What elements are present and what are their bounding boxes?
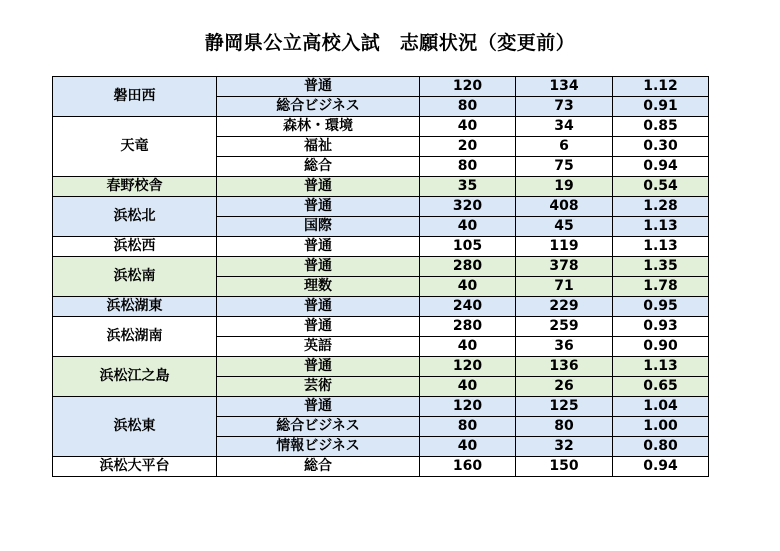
applicants-cell: 75 <box>516 157 613 177</box>
course-cell: 普通 <box>217 77 420 97</box>
course-cell: 理数 <box>217 277 420 297</box>
course-cell: 普通 <box>217 397 420 417</box>
applicants-cell: 134 <box>516 77 613 97</box>
capacity-cell: 20 <box>420 137 516 157</box>
applicants-cell: 73 <box>516 97 613 117</box>
course-cell: 総合ビジネス <box>217 97 420 117</box>
applicants-cell: 80 <box>516 417 613 437</box>
ratio-cell: 1.28 <box>613 197 709 217</box>
applicants-cell: 378 <box>516 257 613 277</box>
course-cell: 福祉 <box>217 137 420 157</box>
capacity-cell: 280 <box>420 257 516 277</box>
school-name-cell: 浜松南 <box>53 257 217 297</box>
course-cell: 芸術 <box>217 377 420 397</box>
course-cell: 普通 <box>217 177 420 197</box>
applicants-cell: 119 <box>516 237 613 257</box>
ratio-cell: 1.13 <box>613 217 709 237</box>
ratio-cell: 0.91 <box>613 97 709 117</box>
applicants-cell: 26 <box>516 377 613 397</box>
school-name-cell: 浜松東 <box>53 397 217 457</box>
table-row <box>53 257 709 277</box>
capacity-cell: 40 <box>420 377 516 397</box>
ratio-cell: 1.13 <box>613 357 709 377</box>
ratio-cell: 0.54 <box>613 177 709 197</box>
applicants-cell: 36 <box>516 337 613 357</box>
table-row <box>53 297 709 317</box>
capacity-cell: 80 <box>420 157 516 177</box>
applicants-cell: 6 <box>516 137 613 157</box>
course-cell: 国際 <box>217 217 420 237</box>
school-name-cell: 浜松大平台 <box>53 457 217 477</box>
course-cell: 普通 <box>217 197 420 217</box>
ratio-cell: 1.04 <box>613 397 709 417</box>
school-name-cell: 浜松湖東 <box>53 297 217 317</box>
course-cell: 普通 <box>217 237 420 257</box>
ratio-cell: 1.00 <box>613 417 709 437</box>
table-row <box>53 197 709 217</box>
course-cell: 情報ビジネス <box>217 437 420 457</box>
capacity-cell: 40 <box>420 277 516 297</box>
applicants-cell: 32 <box>516 437 613 457</box>
page-title: 静岡県公立高校入試 志願状況（変更前） <box>204 32 576 54</box>
capacity-cell: 40 <box>420 217 516 237</box>
ratio-cell: 1.35 <box>613 257 709 277</box>
capacity-cell: 320 <box>420 197 516 217</box>
capacity-cell: 280 <box>420 317 516 337</box>
course-cell: 普通 <box>217 357 420 377</box>
course-cell: 森林・環境 <box>217 117 420 137</box>
school-name-cell: 浜松西 <box>53 237 217 257</box>
ratio-cell: 0.93 <box>613 317 709 337</box>
table-row <box>53 237 709 257</box>
applicants-cell: 229 <box>516 297 613 317</box>
capacity-cell: 120 <box>420 357 516 377</box>
applicants-cell: 125 <box>516 397 613 417</box>
table-row <box>53 177 709 197</box>
applicants-cell: 45 <box>516 217 613 237</box>
applicants-cell: 34 <box>516 117 613 137</box>
application-status-table <box>52 76 709 477</box>
school-name-cell: 磐田西 <box>53 77 217 117</box>
ratio-cell: 0.65 <box>613 377 709 397</box>
applicants-cell: 71 <box>516 277 613 297</box>
course-cell: 総合 <box>217 457 420 477</box>
applicants-cell: 408 <box>516 197 613 217</box>
school-name-cell: 浜松湖南 <box>53 317 217 357</box>
applicants-cell: 136 <box>516 357 613 377</box>
table-row <box>53 317 709 337</box>
course-cell: 英語 <box>217 337 420 357</box>
applicants-cell: 150 <box>516 457 613 477</box>
capacity-cell: 160 <box>420 457 516 477</box>
table-row <box>53 77 709 97</box>
capacity-cell: 40 <box>420 117 516 137</box>
ratio-cell: 1.78 <box>613 277 709 297</box>
ratio-cell: 0.90 <box>613 337 709 357</box>
course-cell: 普通 <box>217 317 420 337</box>
capacity-cell: 240 <box>420 297 516 317</box>
course-cell: 普通 <box>217 257 420 277</box>
capacity-cell: 40 <box>420 337 516 357</box>
capacity-cell: 120 <box>420 77 516 97</box>
ratio-cell: 0.94 <box>613 157 709 177</box>
ratio-cell: 0.85 <box>613 117 709 137</box>
table-row <box>53 117 709 137</box>
capacity-cell: 40 <box>420 437 516 457</box>
capacity-cell: 35 <box>420 177 516 197</box>
ratio-cell: 0.80 <box>613 437 709 457</box>
school-name-cell: 天竜 <box>53 117 217 177</box>
table-row <box>53 457 709 477</box>
ratio-cell: 0.95 <box>613 297 709 317</box>
ratio-cell: 0.94 <box>613 457 709 477</box>
course-cell: 総合 <box>217 157 420 177</box>
applicants-cell: 19 <box>516 177 613 197</box>
course-cell: 普通 <box>217 297 420 317</box>
applicants-cell: 259 <box>516 317 613 337</box>
table-row <box>53 357 709 377</box>
course-cell: 総合ビジネス <box>217 417 420 437</box>
school-name-cell: 浜松北 <box>53 197 217 237</box>
ratio-cell: 1.12 <box>613 77 709 97</box>
capacity-cell: 80 <box>420 417 516 437</box>
ratio-cell: 1.13 <box>613 237 709 257</box>
capacity-cell: 105 <box>420 237 516 257</box>
table-body <box>53 77 709 477</box>
ratio-cell: 0.30 <box>613 137 709 157</box>
school-name-cell: 浜松江之島 <box>53 357 217 397</box>
capacity-cell: 120 <box>420 397 516 417</box>
capacity-cell: 80 <box>420 97 516 117</box>
school-name-cell: 春野校舎 <box>53 177 217 197</box>
table-row <box>53 397 709 417</box>
